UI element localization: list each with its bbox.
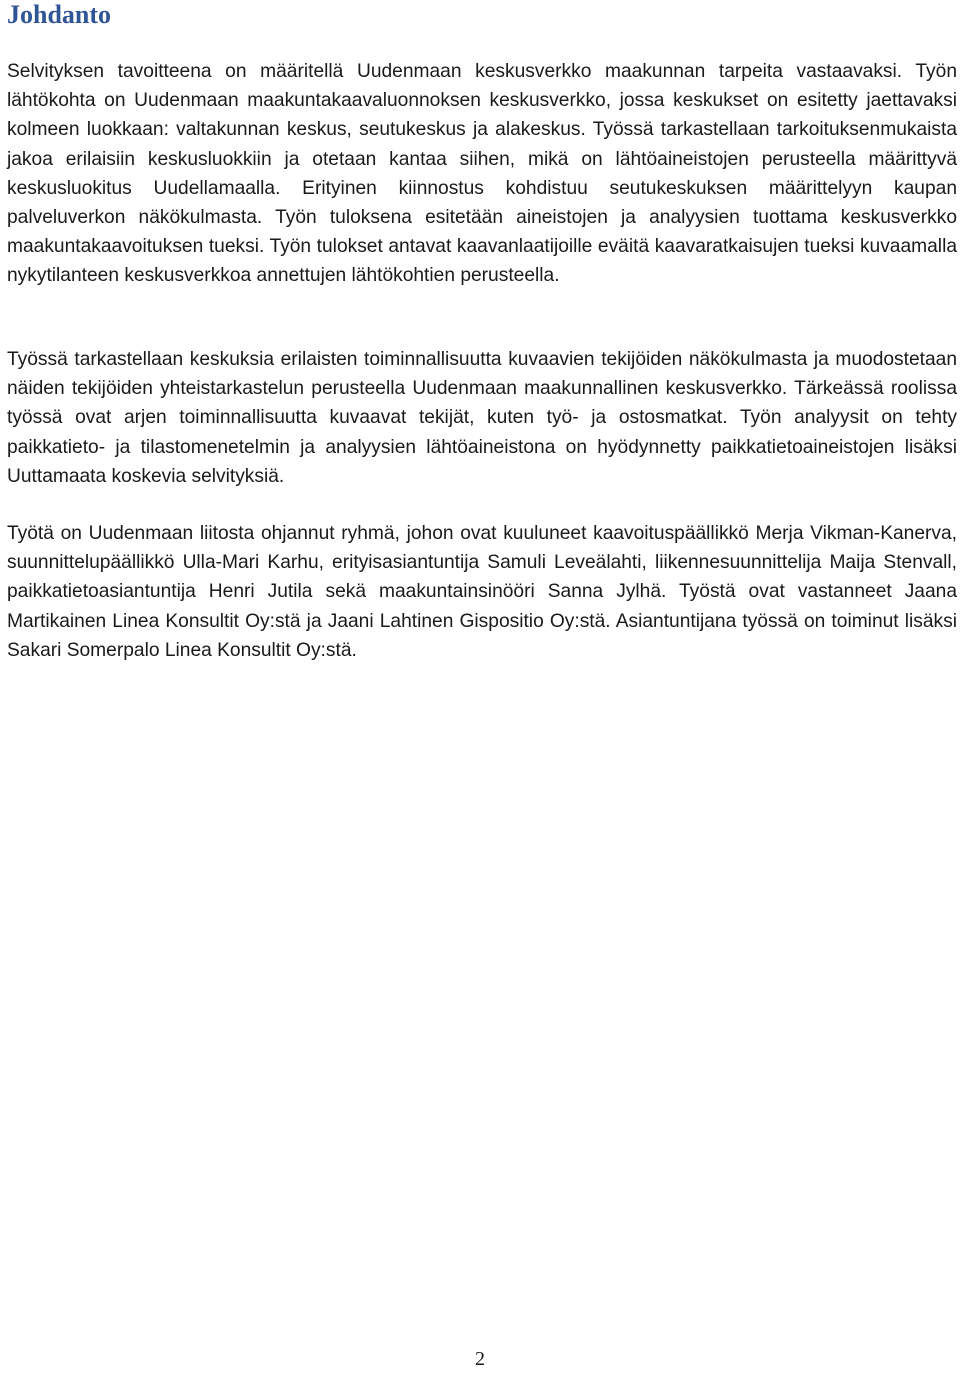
paragraph-intro: Selvityksen tavoitteena on määritellä Uudenmaan keskusverkko maakunnan tarpeita vastaavaksi. Työn lähtökohta on Uudenmaan maakuntakaavaluonnoksen keskusverkko, jossa keskukset on esitetty jaettavaksi kolmeen luokkaan: valtakunnan keskus, seutukeskus ja alakeskus. Työssä tarkastellaan tarkoituksenmukaista jakoa erilaisiin keskusluokkiin ja otetaan kantaa siihen, mikä on lähtöaineistojen perusteella määrittyvä keskusluokitus Uudellamaalla. Erityinen kiinnostus kohdistuu seutukeskuksen määrittelyyn kaupan palveluverkon näkökulmasta. Työn tuloksena esitetään aineistojen ja analyysien tuottama keskusverkko maakuntakaavoituksen tueksi. Työn tulokset antavat kaavanlaatijoille eväitä kaavaratkaisujen tueksi kuvaamalla nykytilanteen keskusverkkoa annettujen lähtökohtien perusteella. [7,61,957,287]
paragraph-approach: Työssä tarkastellaan keskuksia erilaisten toiminnallisuutta kuvaavien tekijöiden näkökulmasta ja muodostetaan näiden tekijöiden yhteistarkastelun perusteella Uudenmaan maakunnallinen keskusverkko. Tärkeässä roolissa työssä ovat arjen toiminnallisuutta kuvaavat tekijät, kuten työ- ja ostosmatkat. Työn analyysit on tehty paikkatieto- ja tilastomenetelmin ja analyysien lähtöaineistona on hyödynnetty paikkatietoaineistojen lisäksi Uuttamaata koskevia selvityksiä. [7,349,957,487]
page-number: 2 [475,1348,485,1370]
paragraph-acknowledgements: Työtä on Uudenmaan liitosta ohjannut ryhmä, johon ovat kuuluneet kaavoituspäällikkö Merja Vikman-Kanerva, suunnittelupäällikkö Ulla-Mari Karhu, erityisasiantuntija Samuli Leveälahti, liikennesuunnittelija Maija Stenvall, paikkatietoasiantuntija Henri Jutila sekä maakuntainsinööri Sanna Jylhä. Työstä ovat vastanneet Jaana Martikainen Linea Konsultit Oy:stä ja Jaani Lahtinen Gispositio Oy:stä. Asiantuntijana työssä on toiminut lisäksi Sakari Somerpalo Linea Konsultit Oy:stä. [7,523,957,661]
section-heading: Johdanto [7,0,112,29]
